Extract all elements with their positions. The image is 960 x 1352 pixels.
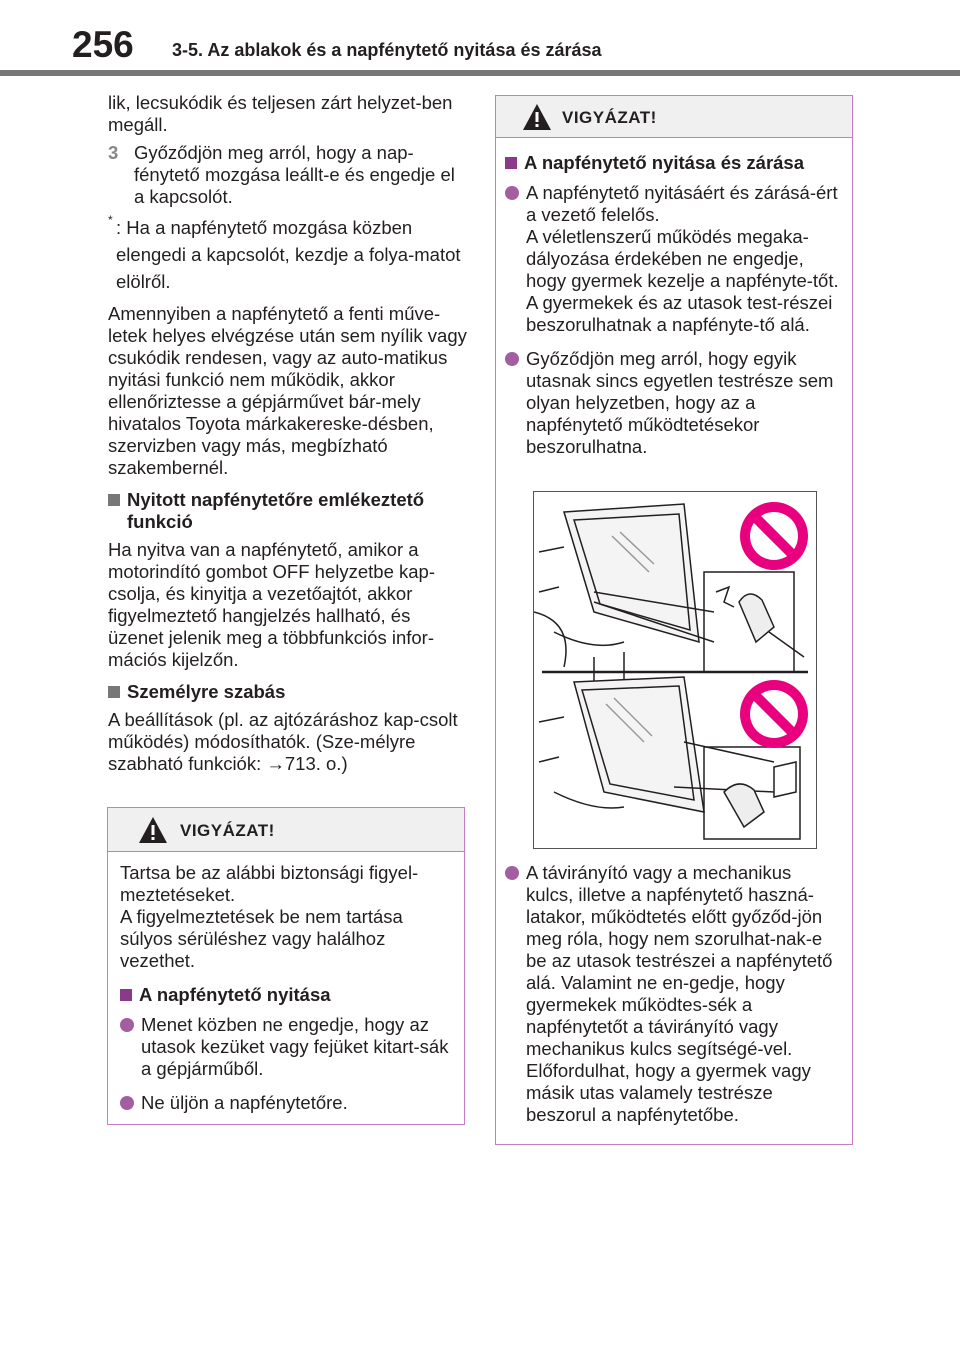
bullet-text: A távirányító vagy a mechanikus kulcs, illetve a napfénytető haszná-latakor, működtetés előtt győződ-jön meg róla, hogy nem szorulhat-nak-e be az utasok testrészei a napfénytető alá. Valamint ne en-gedje, hogy gyermekek működtes-sék a napfénytetőt a távirányító vagy mechanikus kulcs segítségé-vel. Előfordulhat, hogy a gyermek vagy másik utas valamely testrésze beszorul a napfénytetőbe. (526, 862, 833, 1125)
square-bullet-icon (120, 989, 132, 1001)
warning-triangle-icon (138, 816, 168, 844)
warning-bullet (120, 1014, 454, 1080)
warning-header (496, 96, 852, 138)
warning-bullet (505, 182, 842, 336)
page-header (0, 0, 960, 80)
warning-subheading-text: A napfénytető nyitása és zárása (524, 152, 805, 173)
warning-header (108, 808, 464, 852)
subheading-text: Személyre szabás (127, 681, 286, 702)
page-number: 256 (72, 24, 134, 65)
step-number: 3 (108, 142, 119, 163)
bullet-text: A napfénytető nyitásáért és zárásá-ért a vezető felelős. A véletlenszerű működés megaka-dályozása érdekében ne engedje, hogy gyermek kezelje a napfényte-tőt. A gyermekek és az utasok test-részei beszorulhatnak a napfényte-tő alá. (526, 182, 839, 335)
paragraph-customize: A beállítások (pl. az ajtózáráshoz kap-csolt működés) módosíthatók. (Sze-mélyre szabható funkciók: →713. o.) (108, 709, 458, 774)
paragraph-service: Amennyiben a napfénytető a fenti műve-letek helyes elvégzése után sem nyílik vagy csukódik rendesen, vagy az auto-matikus nyitási funkció nem működik, akkor ellenőriztesse a gépjárművet bár-mely hivatalos Toyota márkakereske-désben, szervizben vagy más, megbízható szakembernél. (108, 303, 467, 478)
paragraph-reminder: Ha nyitva van a napfénytető, amikor a motorindító gombot OFF helyzetbe kap-csolja, és kinyitja a vezetőajtót, akkor figyelmeztető hangjelzés hallható, és üzenet jelenik meg a többfunkciós infor-mációs kijelzőn. (108, 539, 435, 670)
warning-bullet (505, 862, 842, 1126)
sunroof-pinch-hazard-image (534, 492, 816, 848)
warning-intro: Tartsa be az alábbi biztonsági figyel-meztetéseket. A figyelmeztetések be nem tartása súlyos sérüléshez vagy halálhoz vezethet. (120, 862, 419, 971)
footnote (108, 214, 468, 295)
warning-subheading (505, 152, 842, 174)
warning-label: VIGYÁZAT! (562, 108, 657, 127)
bullet-text: Győződjön meg arról, hogy egyik utasnak sincs egyetlen testrésze sem olyan helyzetben, hogy az a napfénytető működtetésekor beszorulhatna. (526, 348, 834, 457)
section-title: 3-5. Az ablakok és a napfénytető nyitása és zárása (172, 40, 602, 60)
prohibited-icon-top (740, 502, 808, 570)
sunroof-hazard-illustration (533, 491, 817, 849)
warning-box-left (107, 807, 465, 1125)
round-bullet-icon (120, 1096, 134, 1110)
round-bullet-icon (505, 186, 519, 200)
footnote-mark: * (108, 213, 113, 227)
header-rule (0, 70, 960, 76)
subheading-text: Nyitott napfénytetőre emlékeztető funkció (127, 489, 425, 532)
warning-bullet (505, 348, 842, 458)
warning-bullet (120, 1092, 454, 1114)
square-bullet-icon (108, 686, 120, 698)
step-text: Győződjön meg arról, hogy a nap-fénytető mozgása leállt-e és engedje el a kapcsolót. (134, 142, 455, 207)
bullet-text: Menet közben ne engedje, hogy az utasok kezüket vagy fejüket kitart-sák a gépjárműből. (141, 1014, 449, 1079)
square-bullet-icon (505, 157, 517, 169)
bullet-text: Ne üljön a napfénytetőre. (141, 1092, 348, 1113)
intro-text: lik, lecsukódik és teljesen zárt helyzet-ben megáll. (108, 92, 453, 135)
warning-body (108, 852, 464, 1136)
step-3 (108, 142, 468, 208)
warning-label: VIGYÁZAT! (180, 821, 275, 840)
round-bullet-icon (120, 1018, 134, 1032)
warning-subheading-text: A napfénytető nyitása (139, 984, 331, 1005)
left-column (108, 92, 468, 781)
square-bullet-icon (108, 494, 120, 506)
subheading-reminder (108, 489, 468, 533)
prohibited-icon-bottom (740, 680, 808, 748)
round-bullet-icon (505, 352, 519, 366)
warning-triangle-icon (522, 103, 552, 131)
round-bullet-icon (505, 866, 519, 880)
warning-subheading (120, 984, 454, 1006)
footnote-text: : Ha a napfénytető mozgása közben elengedi a kapcsolót, kezdje a folya-matot elölről. (116, 217, 461, 292)
subheading-customize (108, 681, 468, 703)
